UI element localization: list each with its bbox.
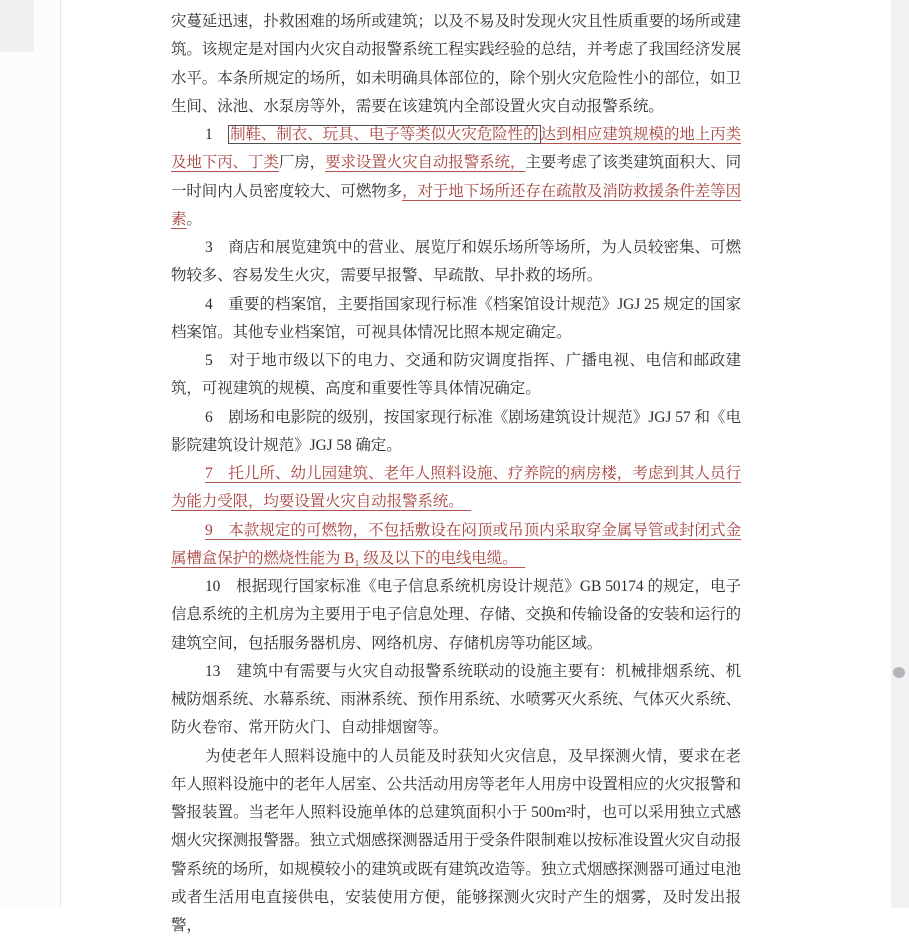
boxed-revision-text: 制鞋、制衣、玩具、电子等类似火灾危险性的: [228, 125, 540, 144]
document-text: [171, 8, 741, 940]
body-text: 1: [205, 126, 228, 143]
paragraph: [171, 121, 741, 234]
page-edge-divider: [60, 0, 61, 908]
revision-underlined-text: 7 托儿所、幼儿园建筑、老年人照料设施、疗养院的病房楼，考虑到其人员行为能力受限，均要设置火灾自动报警系统。: [171, 465, 741, 510]
paragraph: [171, 573, 741, 658]
revision-underlined-text: 达到相应建筑规模的地上丙类及地下丙、丁类: [171, 126, 741, 171]
left-page-margin: [0, 0, 60, 908]
top-left-shade: [0, 0, 34, 52]
right-gutter: [891, 0, 909, 908]
revision-underlined-text: 要求设置火灾自动报警系统，: [325, 154, 525, 171]
body-text: 5 对于地市级以下的电力、交通和防灾调度指挥、广播电视、电信和邮政建筑，可视建筑的规模、高度和重要性等具体情况确定。: [171, 352, 741, 397]
body-text: 为使老年人照料设施中的人员能及时获知火灾信息，及早探测火情，要求在老年人照料设施中的老年人居室、公共活动用房等老年人用房中设置相应的火灾报警和警报装置。当老年人照料设施单体的总建筑面积小于 500m²时，也可以采用独立式感烟火灾探测报警器。独立式烟感探测器适用于受条件限制难以按标准设置火灾自动报警系统的场所，如规模较小的建筑或既有建筑改造等。独立式烟感探测器可通过电池或者生活用电直接供电，安装使用方便，能够探测火灾时产生的烟雾，及时发出报警，: [171, 748, 741, 935]
paragraph: [171, 347, 741, 404]
body-text: 3 商店和展览建筑中的营业、展览厅和娱乐场所等场所，为人员较密集、可燃物较多、容易发生火灾，需要早报警、早疏散、早扑救的场所。: [171, 239, 741, 284]
body-text: 4 重要的档案馆，主要指国家现行标准《档案馆设计规范》JGJ 25 规定的国家档案馆。其他专业档案馆，可视具体情况比照本规定确定。: [171, 296, 741, 341]
body-text: 。: [186, 211, 201, 228]
body-text: 主要考虑了该类建筑面积大、同一时间内人员密度较大、可燃物多: [171, 154, 741, 199]
paragraph: [171, 460, 741, 517]
paragraph: [171, 291, 741, 348]
body-text: 6 剧场和电影院的级别，按国家现行标准《剧场建筑设计规范》JGJ 57 和《电影院建筑设计规范》JGJ 58 确定。: [171, 409, 741, 454]
body-text: 13 建筑中有需要与火灾自动报警系统联动的设施主要有：机械排烟系统、机械防烟系统、水幕系统、雨淋系统、预作用系统、水喷雾灭火系统、气体灭火系统、防火卷帘、常开防火门、自动排烟窗等。: [171, 663, 741, 737]
paragraph: [171, 8, 741, 121]
revision-underlined-text: ，对于地下场所还存在疏散及消防救援条件差等因素: [171, 183, 741, 228]
body-text: 厂房，: [279, 154, 325, 171]
revision-underlined-text: 9 本款规定的可燃物，不包括敷设在闷顶或吊顶内采取穿金属导管或封闭式金属槽盒保护的燃烧性能为 B₁ 级及以下的电线电缆。: [171, 522, 741, 567]
paragraph: [171, 404, 741, 461]
paragraph: [171, 658, 741, 743]
paragraph: [171, 743, 741, 940]
body-text: 10 根据现行国家标准《电子信息系统机房设计规范》GB 50174 的规定，电子信息系统的主机房为主要用于电子信息处理、存储、交换和传输设备的安装和运行的建筑空间，包括服务器机房、网络机房、存储机房等功能区域。: [171, 578, 741, 652]
paragraph: [171, 517, 741, 574]
body-text: 灾蔓延迅速，扑救困难的场所或建筑；以及不易及时发现火灾且性质重要的场所或建筑。该规定是对国内火灾自动报警系统工程实践经验的总结，并考虑了我国经济发展水平。本条所规定的场所，如未明确具体部位的，除个别火灾危险性小的部位，如卫生间、泳池、水泵房等外，需要在该建筑内全部设置火灾自动报警系统。: [171, 13, 741, 115]
paragraph: [171, 234, 741, 291]
scroll-indicator-dot[interactable]: [893, 667, 905, 678]
